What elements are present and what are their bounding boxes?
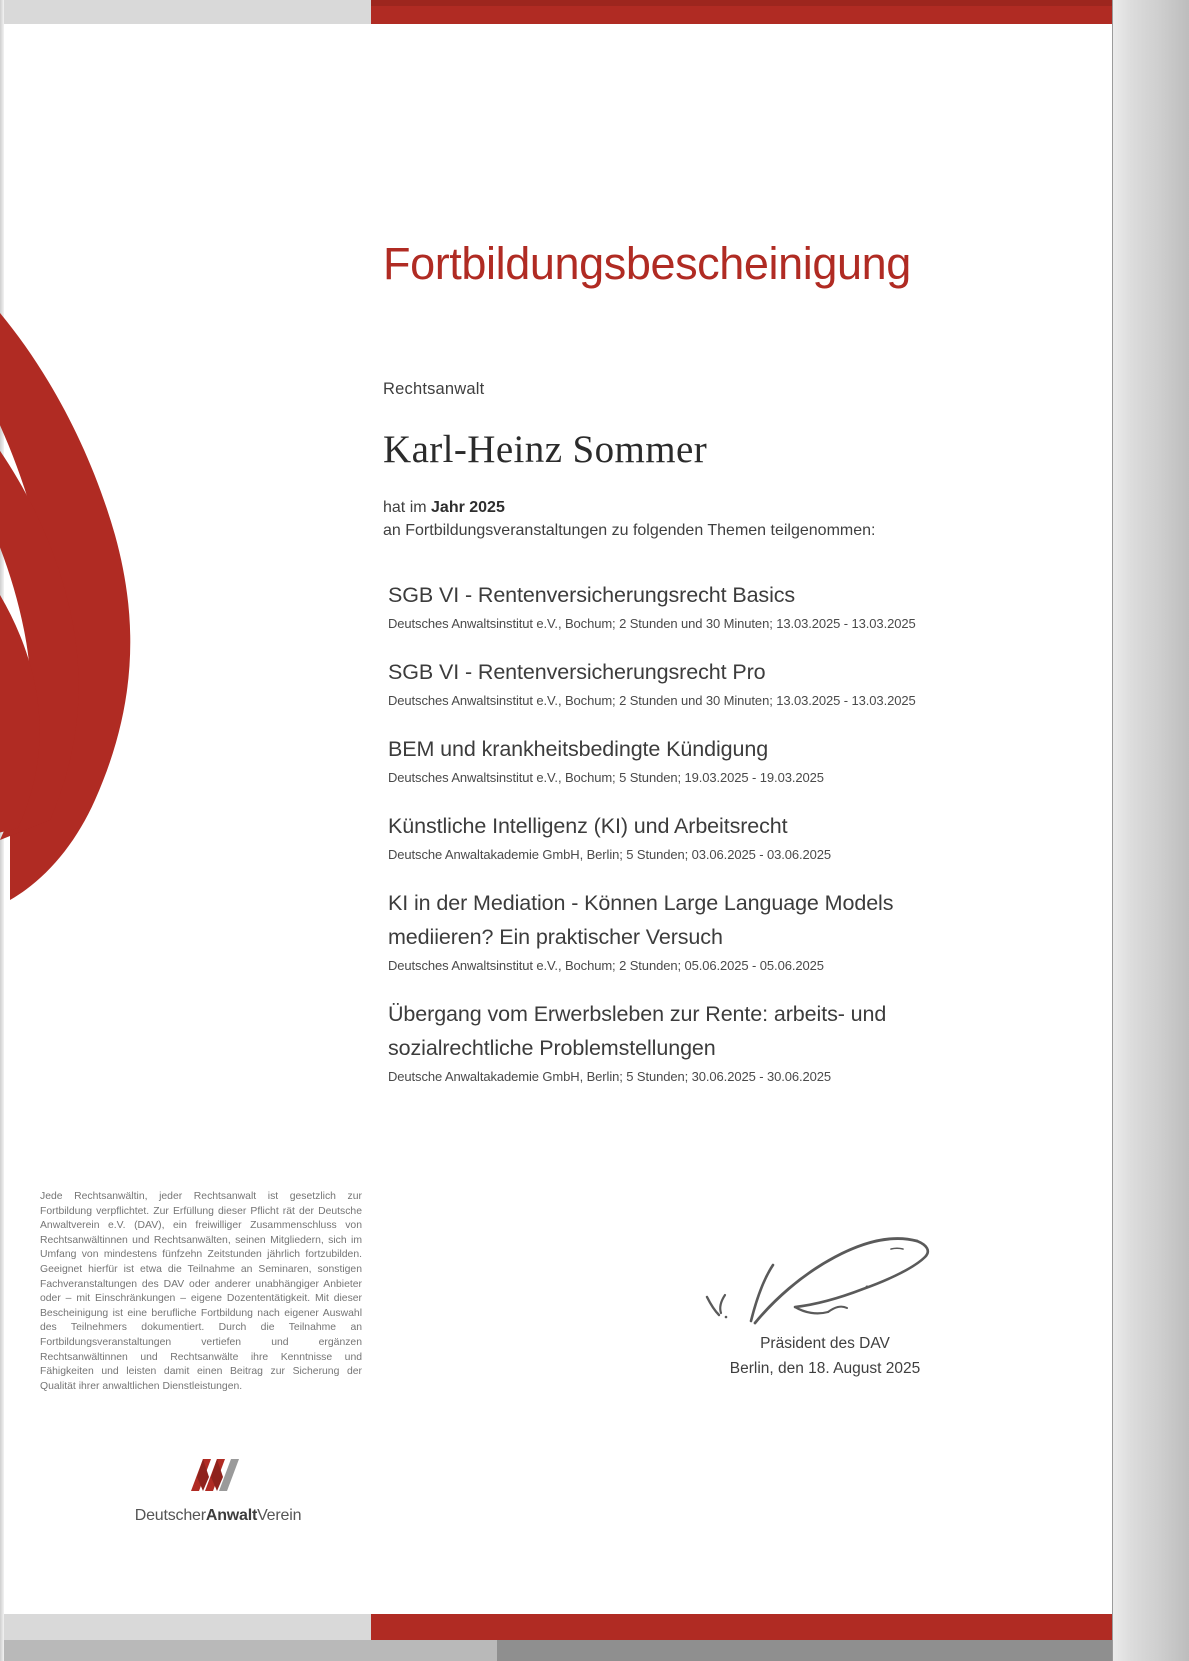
course-title: Künstliche Intelligenz (KI) und Arbeitsrecht [388,814,788,838]
bottom-left-margin [4,1614,371,1640]
intro-year: Jahr 2025 [431,499,505,516]
course-detail: Deutsches Anwaltsinstitut e.V., Bochum; 2 Stunden und 30 Minuten; 13.03.2025 - 13.03.2025 [388,616,916,631]
course-item [388,886,998,975]
page-right-border [1112,0,1113,1661]
course-item [388,655,998,710]
handwritten-signature [695,1235,955,1330]
bottom-red-band [371,1614,1112,1640]
recipient-role: Rechtsanwalt [383,380,485,398]
course-item [388,732,998,787]
course-title: SGB VI - Rentenversicherungsrecht Pro [388,660,766,684]
top-red-band-shadow [371,0,1112,6]
course-detail: Deutsches Anwaltsinstitut e.V., Bochum; 5 Stunden; 19.03.2025 - 19.03.2025 [388,770,824,785]
dav-logo [118,1455,318,1525]
course-item [388,997,998,1086]
intro-prefix: hat im [383,499,432,516]
course-item [388,809,998,864]
decorative-swoosh-graphic [0,280,180,900]
logo-word-part-3: Verein [257,1507,302,1524]
course-title: BEM und krankheitsbedingte Kündigung [388,737,769,761]
course-detail: Deutsches Anwaltsinstitut e.V., Bochum; 2 Stunden und 30 Minuten; 13.03.2025 - 13.03.2025 [388,693,916,708]
course-detail: Deutsches Anwaltsinstitut e.V., Bochum; 2 Stunden; 05.06.2025 - 05.06.2025 [388,958,824,973]
top-left-margin [4,0,371,24]
logo-word-part-1: Deutscher [134,1507,206,1524]
intro-paragraph [383,496,983,542]
recipient-name: Karl-Heinz Sommer [383,428,708,471]
course-item [388,578,998,633]
course-list [388,578,998,1108]
scan-left-edge [0,0,4,1661]
signature-block [660,1235,990,1380]
course-title: KI in der Mediation - Können Large Language Models mediieren? Ein praktischer Versuch [388,891,894,949]
course-title: Übergang vom Erwerbsleben zur Rente: arbeits- und sozialrechtliche Problemstellungen [388,1002,887,1060]
course-detail: Deutsche Anwaltakademie GmbH, Berlin; 5 Stunden; 30.06.2025 - 30.06.2025 [388,1069,832,1084]
dav-logo-icon [187,1455,249,1499]
intro-line-year [383,496,983,519]
scan-right-edge [1112,0,1189,1661]
page-title: Fortbildungsbescheinigung [383,238,911,289]
signature-place-date: Berlin, den 18. August 2025 [729,1360,921,1377]
signature-role-caption: Präsident des DAV [760,1335,890,1352]
dav-logo-wordmark [118,1507,318,1525]
course-title: SGB VI - Rentenversicherungsrecht Basics [388,583,796,607]
course-detail: Deutsche Anwaltakademie GmbH, Berlin; 5 Stunden; 03.06.2025 - 03.06.2025 [388,847,832,862]
page-bottom-strip-dark [497,1640,1112,1661]
intro-line-subtitle: an Fortbildungsveranstaltungen zu folgenden Themen teilgenommen: [383,522,876,539]
logo-word-part-2: Anwalt [205,1507,258,1524]
legal-disclaimer: Jede Rechtsanwältin, jeder Rechtsanwalt ist gesetzlich zur Fortbildung verpflichtet. Zur Erfüllung dieser Pflicht rät der Deutsche Anwaltverein e.V. (DAV), ein freiwilliger Zusammenschluss von Rechtsanwältinnen und Rechtsanwälten, seinen Mitgliedern, sich im Umfang von mindestens fünfzehn Zeitstunden jährlich fortzubilden. Geeignet hierfür ist etwa die Teilnahme an Seminaren, sonstigen Fachveranstaltungen des DAV oder anderer unabhängiger Anbieter oder – mit Einschränkungen – eigene Dozententätigkeit. Mit dieser Bescheinigung ist eine berufliche Fortbildung nach eigener Auswahl des Teilnehmers dokumentiert. Durch die Teilnahme an Fortbildungsveranstaltungen vertiefen und ergänzen Rechtsanwältinnen und Rechtsanwälte ihre Kenntnisse und Fähigkeiten und leisten damit einen Beitrag zur Sicherung der Qualität ihrer anwaltlichen Dienstleistungen. [40,1191,362,1392]
